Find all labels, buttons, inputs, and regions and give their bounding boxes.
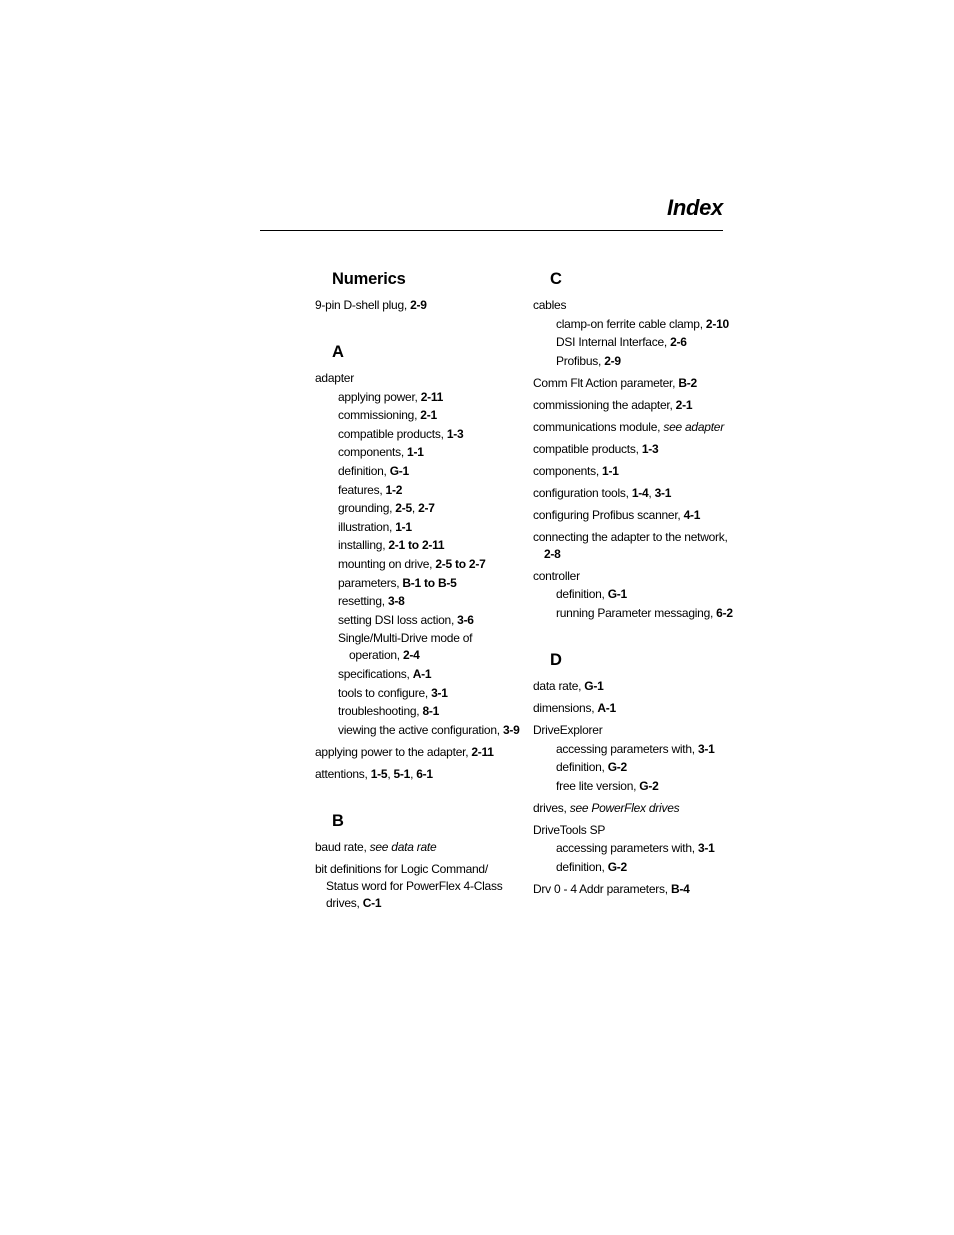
index-entry (533, 441, 733, 458)
index-section-numerics (315, 268, 520, 314)
page-reference: 2-9 (604, 353, 621, 368)
page-reference: 2-1 to 2-11 (388, 538, 445, 553)
page-reference: 4-1 (683, 507, 701, 522)
index-entry (533, 700, 733, 717)
index-subentry (533, 586, 733, 603)
page-reference: 1-4 (631, 485, 649, 500)
index-entry (533, 800, 733, 817)
index-subentry (315, 426, 520, 443)
page-reference: 2-5 to 2-7 (435, 556, 486, 571)
section-heading: C (550, 270, 562, 288)
index-entry (533, 463, 733, 480)
entry-term: applying power to the adapter, (315, 744, 472, 759)
entry-term: baud rate, (315, 839, 370, 854)
index-subentry (533, 741, 733, 758)
subentry-list (533, 586, 733, 622)
page-reference: 1-2 (385, 482, 403, 497)
index-subentry (315, 722, 520, 739)
index-entry (533, 722, 733, 739)
subentry-list (315, 389, 520, 739)
index-subentry (533, 778, 733, 795)
page-reference: 2-8 (544, 546, 561, 561)
entry-list (533, 297, 733, 622)
entry-term: dimensions, (533, 700, 598, 715)
index-subentry (315, 556, 520, 573)
entry-term: configuring Profibus scanner, (533, 507, 684, 522)
index-entry (533, 881, 733, 898)
entry-term: controller (533, 568, 580, 583)
entry-term: components, (338, 445, 408, 460)
entry-term: parameters, (338, 575, 403, 590)
entry-term: Profibus, (556, 353, 605, 368)
entry-list (533, 678, 733, 898)
index-subentry (315, 463, 520, 480)
index-entry (533, 419, 733, 436)
page-reference: 2-5 (395, 501, 412, 516)
index-entry (533, 297, 733, 314)
entry-term: , (410, 766, 417, 781)
index-column-right (533, 268, 733, 898)
page-reference: B-1 to B-5 (402, 575, 457, 590)
index-entry (533, 568, 733, 585)
page-reference: 1-1 (395, 519, 412, 534)
page-reference: A-1 (597, 700, 616, 715)
index-subentry (533, 334, 733, 351)
entry-term: components, (533, 463, 603, 478)
entry-term: DriveTools SP (533, 822, 606, 837)
entry-term: commissioning, (338, 408, 421, 423)
index-section-b (315, 810, 520, 912)
index-subentry (315, 685, 520, 702)
entry-term: definition, (338, 463, 390, 478)
entry-term: tools to configure, (338, 685, 432, 700)
entry-term: Drv 0 - 4 Addr parameters, (533, 881, 671, 896)
page-reference: 1-1 (407, 445, 424, 460)
see-reference: see data rate (369, 839, 437, 854)
index-entry (533, 822, 733, 839)
page-reference: G-1 (389, 463, 409, 478)
entry-term: DSI Internal Interface, (556, 335, 671, 350)
entry-term: data rate, (533, 678, 585, 693)
index-entry (315, 297, 520, 314)
page-reference: 2-4 (402, 648, 420, 663)
page-reference: G-1 (584, 678, 604, 693)
entry-term: attentions, (315, 766, 371, 781)
page-reference: G-2 (607, 859, 627, 874)
index-subentry (315, 537, 520, 554)
index-subentry (315, 630, 520, 664)
index-column-left (315, 268, 520, 912)
page-reference: 3-1 (654, 485, 672, 500)
entry-term: Comm Flt Action parameter, (533, 375, 679, 390)
page-reference: C-1 (362, 895, 382, 910)
entry-term: running Parameter messaging, (556, 605, 717, 620)
index-subentry (315, 519, 520, 536)
section-heading: Numerics (332, 270, 406, 288)
subentry-list (533, 840, 733, 876)
index-entry (315, 766, 520, 783)
page-reference: A-1 (412, 666, 432, 681)
entry-term: accessing parameters with, (556, 841, 698, 856)
entry-term: cables (533, 298, 567, 312)
index-subentry (533, 353, 733, 370)
page-reference: 1-3 (446, 426, 464, 441)
index-subentry (315, 444, 520, 461)
entry-term: setting DSI loss action, (338, 612, 458, 627)
page-reference: B-2 (678, 375, 697, 390)
entry-term: illustration, (338, 519, 396, 534)
page-reference: B-4 (670, 881, 690, 896)
index-entry (315, 744, 520, 761)
entry-term: configuration tools, (533, 485, 632, 500)
index-entry (533, 485, 733, 502)
page-reference: G-2 (607, 760, 627, 775)
entry-list (315, 839, 520, 912)
entry-term: installing, (338, 538, 389, 553)
index-subentry (315, 500, 520, 517)
page-reference: 8-1 (422, 704, 440, 719)
index-subentry (533, 605, 733, 622)
index-entry (315, 861, 520, 912)
page-reference: 3-9 (502, 722, 520, 737)
entry-term: features, (338, 482, 386, 497)
entry-term: mounting on drive, (338, 556, 436, 571)
page-reference: G-1 (607, 587, 627, 602)
entry-term: , (411, 501, 419, 516)
index-entry (533, 375, 733, 392)
index-subentry (315, 666, 520, 683)
index-subentry (315, 575, 520, 592)
entry-term: , (387, 766, 394, 781)
header-rule (260, 230, 723, 231)
entry-term: Single/Multi-Drive mode of operation, (338, 631, 473, 663)
see-reference: see PowerFlex drives (569, 800, 680, 815)
page-reference: 2-7 (418, 501, 435, 516)
entry-term: communications module, (533, 419, 664, 434)
entry-term: bit definitions for Logic Command/ Status word for PowerFlex 4-Class drives, (315, 861, 503, 910)
page-reference: 3-1 (697, 741, 715, 756)
page-reference: 3-8 (387, 594, 405, 609)
entry-term: resetting, (338, 594, 388, 609)
index-subentry (315, 482, 520, 499)
page-reference: 2-1 (675, 397, 693, 412)
page-reference: 5-1 (393, 766, 411, 781)
page-reference: 3-1 (697, 841, 715, 856)
page-reference: 1-1 (602, 463, 619, 478)
index-subentry (315, 612, 520, 629)
section-heading: A (332, 343, 344, 361)
entry-term: drives, (533, 800, 570, 815)
page-reference: 1-5 (370, 766, 388, 781)
index-subentry (533, 759, 733, 776)
page-reference: 2-9 (410, 298, 427, 312)
index-subentry (533, 840, 733, 857)
page-reference: 6-1 (416, 766, 433, 781)
entry-term: troubleshooting, (338, 704, 423, 719)
entry-term: grounding, (338, 501, 396, 516)
entry-term: definition, (556, 760, 608, 775)
index-entry (533, 397, 733, 414)
entry-term: compatible products, (533, 441, 642, 456)
entry-term: adapter (315, 371, 354, 385)
entry-term: , (648, 485, 655, 500)
page-reference: 2-6 (670, 335, 687, 350)
entry-term: viewing the active configuration, (338, 722, 503, 737)
page-reference: G-2 (639, 778, 659, 793)
entry-term: definition, (556, 587, 608, 602)
page-reference: 6-2 (716, 605, 733, 620)
index-subentry (533, 316, 733, 333)
entry-term: 9-pin D-shell plug, (315, 298, 411, 312)
entry-term: definition, (556, 859, 608, 874)
see-reference: see adapter (663, 419, 724, 434)
page-reference: 1-3 (641, 441, 659, 456)
index-entry (533, 529, 733, 563)
index-entry (533, 507, 733, 524)
index-entry (315, 370, 520, 387)
index-subentry (533, 859, 733, 876)
entry-list (315, 370, 520, 783)
entry-term: specifications, (338, 666, 413, 681)
index-entry (315, 839, 520, 856)
index-subentry (315, 703, 520, 720)
page-reference: 3-1 (431, 685, 448, 700)
entry-term: connecting the adapter to the network, (533, 529, 728, 544)
subentry-list (533, 316, 733, 370)
section-heading: B (332, 811, 344, 830)
page-title: Index (667, 195, 723, 220)
page-reference: 2-11 (420, 389, 444, 404)
page-reference: 2-10 (705, 316, 729, 331)
entry-term: accessing parameters with, (556, 741, 698, 756)
index-subentry (315, 407, 520, 424)
index-section-a (315, 341, 520, 783)
entry-term: DriveExplorer (533, 722, 603, 737)
page-reference: 2-11 (471, 744, 494, 759)
entry-term: compatible products, (338, 426, 447, 441)
page-reference: 2-1 (420, 408, 437, 423)
index-section-d (533, 649, 733, 898)
index-section-c (533, 268, 733, 622)
entry-term: commissioning the adapter, (533, 397, 676, 412)
entry-term: clamp-on ferrite cable clamp, (556, 316, 706, 331)
entry-term: free lite version, (556, 778, 640, 793)
index-subentry (315, 389, 520, 406)
subentry-list (533, 741, 733, 795)
page-reference: 3-6 (457, 612, 474, 627)
entry-list (315, 297, 520, 314)
section-heading: D (550, 650, 562, 669)
entry-term: applying power, (338, 389, 421, 404)
index-entry (533, 678, 733, 695)
index-subentry (315, 593, 520, 610)
